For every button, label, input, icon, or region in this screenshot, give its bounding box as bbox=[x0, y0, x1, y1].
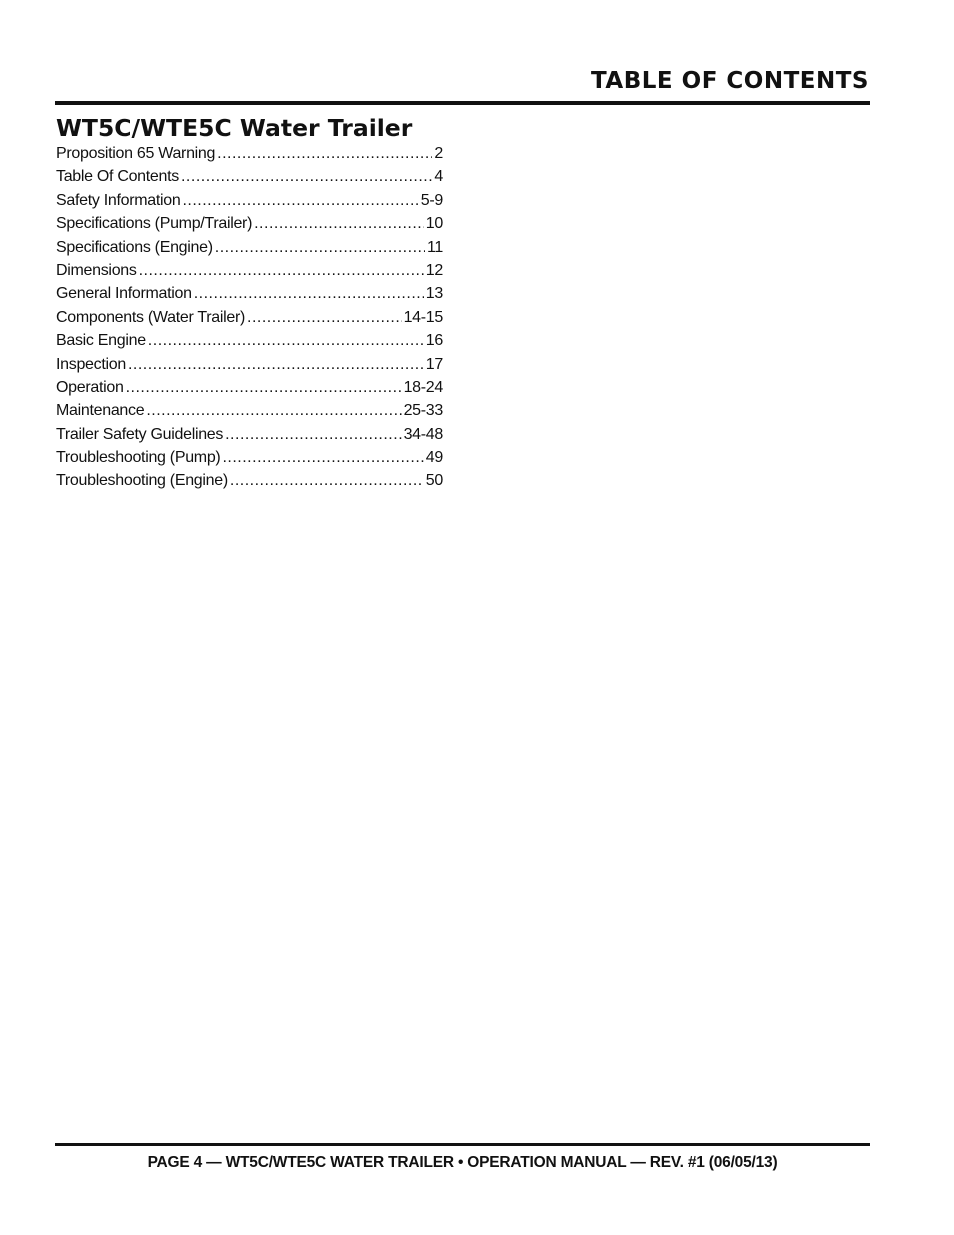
toc-leader-dots bbox=[222, 446, 423, 469]
toc-leader-dots bbox=[217, 142, 432, 165]
toc-entry-page: 13 bbox=[425, 285, 443, 303]
toc-leader-dots bbox=[146, 399, 401, 422]
toc-entry-title: Table Of Contents bbox=[56, 168, 179, 186]
section-title: WT5C/WTE5C Water Trailer bbox=[56, 114, 413, 142]
toc-entry-maintenance[interactable] bbox=[56, 399, 443, 422]
page-header-title: TABLE OF CONTENTS bbox=[591, 68, 869, 94]
toc-leader-dots bbox=[182, 189, 418, 212]
toc-leader-dots bbox=[128, 353, 424, 376]
toc-leader-dots bbox=[215, 236, 425, 259]
toc-entry-page: 10 bbox=[425, 215, 443, 233]
toc-leader-dots bbox=[225, 423, 401, 446]
toc-entry-title: Proposition 65 Warning bbox=[56, 145, 216, 162]
toc-entry-title: Safety Information bbox=[56, 191, 181, 209]
toc-entry-page: 2 bbox=[434, 145, 443, 162]
toc-entry-trailer-safety-guidelines[interactable] bbox=[56, 423, 443, 446]
toc-entry-title: Maintenance bbox=[56, 402, 145, 420]
toc-entry-page: 17 bbox=[425, 355, 443, 373]
toc-entry-basic-engine[interactable] bbox=[56, 329, 443, 352]
toc-entry-title: Dimensions bbox=[56, 261, 137, 279]
toc-entry-page: 49 bbox=[425, 449, 443, 467]
toc-entry-page: 16 bbox=[425, 332, 443, 350]
toc-entry-page: 4 bbox=[434, 168, 443, 186]
toc-entry-title: Inspection bbox=[56, 355, 126, 373]
toc-entry-title: General Information bbox=[56, 285, 192, 303]
toc-entry-page: 11 bbox=[426, 238, 443, 256]
toc-entry-title: Troubleshooting (Engine) bbox=[56, 472, 228, 490]
toc-entry-proposition-65-warning[interactable] bbox=[56, 142, 443, 165]
toc-entry-dimensions[interactable] bbox=[56, 259, 443, 282]
toc-entry-operation[interactable] bbox=[56, 376, 443, 399]
toc-entry-page: 50 bbox=[425, 472, 443, 490]
page-footer: PAGE 4 — WT5C/WTE5C WATER TRAILER • OPERATION MANUAL — REV. #1 (06/05/13) bbox=[147, 1154, 778, 1171]
toc-leader-dots bbox=[139, 259, 424, 282]
toc-leader-dots bbox=[230, 469, 424, 492]
toc-leader-dots bbox=[254, 212, 424, 235]
toc-entry-page: 25-33 bbox=[403, 402, 443, 420]
toc-leader-dots bbox=[148, 329, 424, 352]
toc-entry-specifications-engine[interactable] bbox=[56, 236, 443, 259]
toc-leader-dots bbox=[194, 282, 424, 305]
table-of-contents bbox=[56, 142, 443, 493]
toc-entry-components-water-trailer[interactable] bbox=[56, 306, 443, 329]
toc-leader-dots bbox=[126, 376, 402, 399]
toc-entry-specifications-pump-trailer[interactable] bbox=[56, 212, 443, 235]
toc-entry-title: Components (Water Trailer) bbox=[56, 308, 245, 326]
toc-entry-page: 14-15 bbox=[403, 308, 443, 326]
toc-entry-title: Operation bbox=[56, 378, 124, 396]
toc-entry-table-of-contents[interactable] bbox=[56, 165, 443, 188]
toc-entry-title: Trailer Safety Guidelines bbox=[56, 425, 224, 443]
header-divider bbox=[55, 101, 870, 105]
toc-entry-page: 5-9 bbox=[420, 191, 443, 209]
footer-divider bbox=[55, 1143, 870, 1146]
toc-entry-page: 12 bbox=[425, 261, 443, 279]
toc-entry-title: Specifications (Pump/Trailer) bbox=[56, 215, 253, 233]
toc-entry-title: Basic Engine bbox=[56, 332, 146, 350]
toc-entry-general-information[interactable] bbox=[56, 282, 443, 305]
toc-entry-troubleshooting-engine[interactable] bbox=[56, 469, 443, 492]
toc-entry-safety-information[interactable] bbox=[56, 189, 443, 212]
toc-entry-page: 34-48 bbox=[403, 425, 443, 443]
toc-entry-page: 18-24 bbox=[403, 378, 443, 396]
toc-entry-inspection[interactable] bbox=[56, 353, 443, 376]
toc-entry-title: Troubleshooting (Pump) bbox=[56, 449, 221, 467]
toc-leader-dots bbox=[181, 165, 432, 188]
toc-leader-dots bbox=[247, 306, 402, 329]
toc-entry-title: Specifications (Engine) bbox=[56, 238, 213, 256]
toc-entry-troubleshooting-pump[interactable] bbox=[56, 446, 443, 469]
